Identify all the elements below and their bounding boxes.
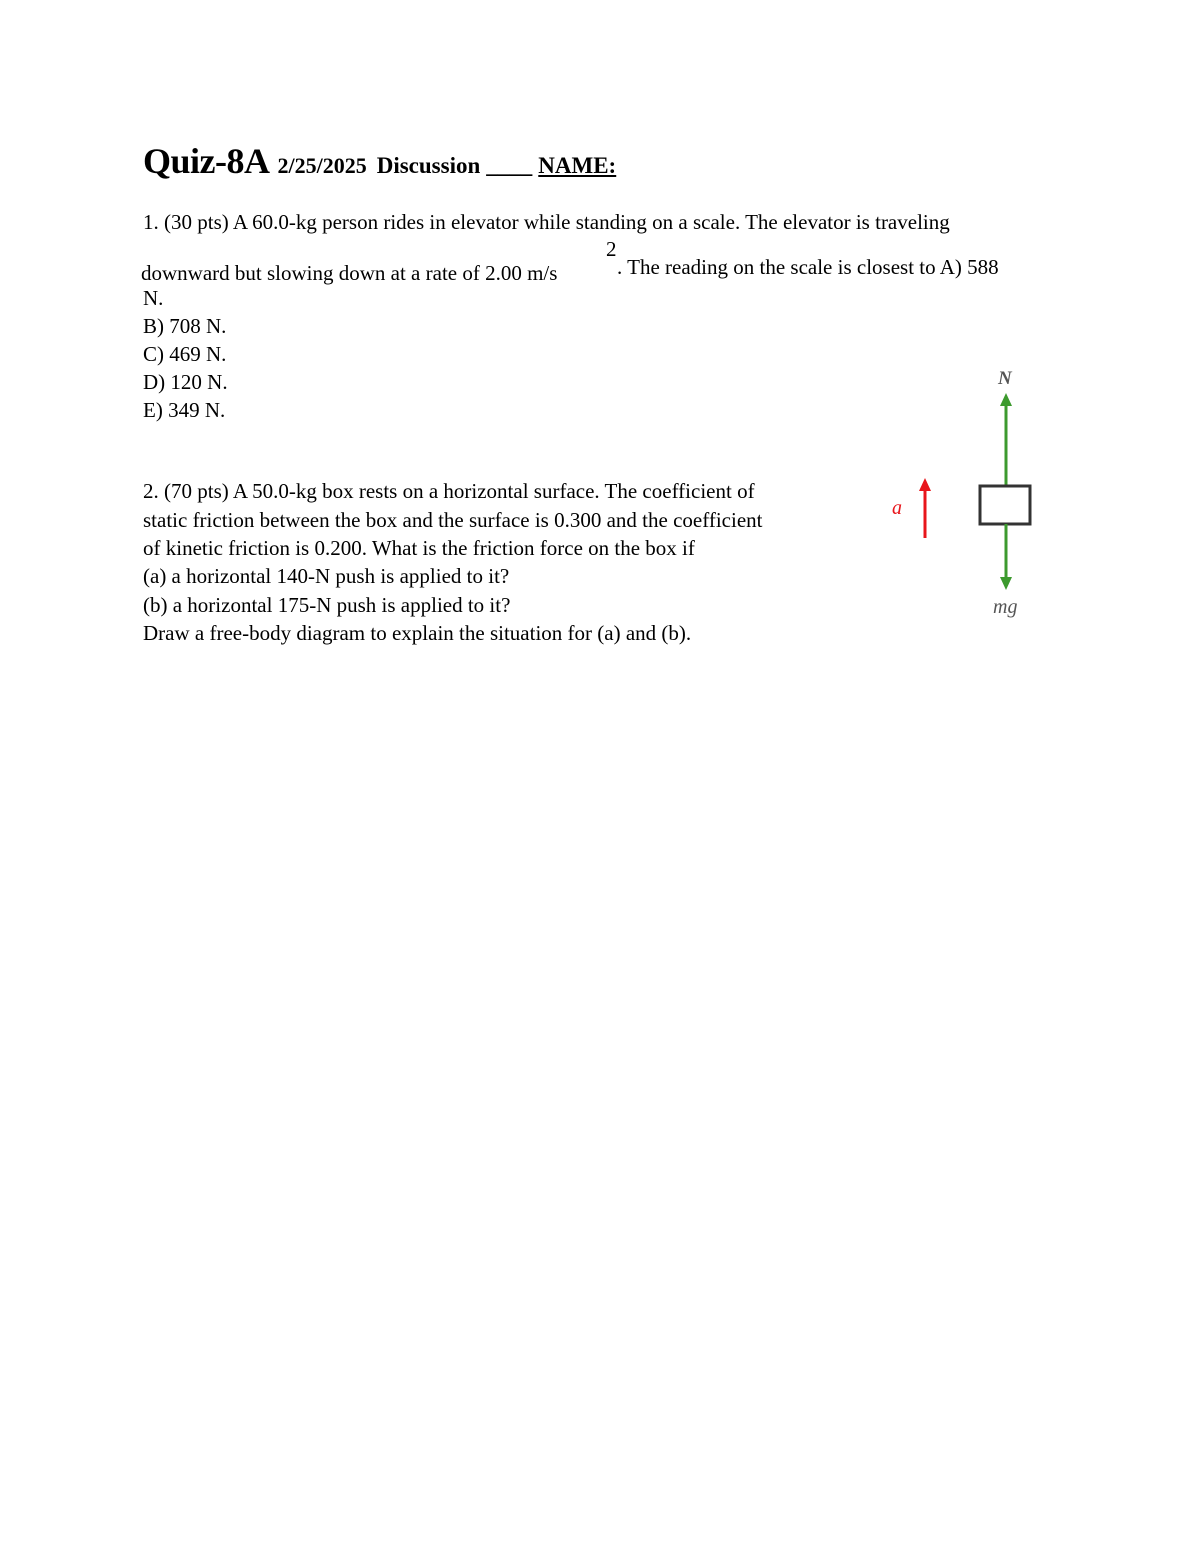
normal-force-label: N xyxy=(998,368,1012,389)
box-body xyxy=(980,486,1030,524)
discussion-blank: ____ xyxy=(486,153,533,178)
free-body-diagram xyxy=(880,360,1060,630)
q1-option-c: C) 469 N. xyxy=(143,342,227,366)
normal-force-arrowhead xyxy=(1000,393,1012,406)
q1-line-3: N. xyxy=(143,286,164,310)
quiz-header xyxy=(143,140,616,182)
weight-label: mg xyxy=(993,596,1018,618)
q1-option-b: B) 708 N. xyxy=(143,314,227,338)
q2-line-6: Draw a free-body diagram to explain the situation for (a) and (b). xyxy=(143,621,692,645)
q2-line-4: (a) a horizontal 140-N push is applied to it? xyxy=(143,564,510,588)
q1-line-1: 1. (30 pts) A 60.0-kg person rides in elevator while standing on a scale. The elevator is traveling xyxy=(143,210,950,234)
q1-option-d: D) 120 N. xyxy=(143,370,228,394)
acceleration-label: a xyxy=(892,497,902,519)
q2-line-1: 2. (70 pts) A 50.0-kg box rests on a horizontal surface. The coefficient of xyxy=(143,479,755,503)
discussion-label: Discussion xyxy=(376,153,481,178)
quiz-date: 2/25/2025 xyxy=(277,153,367,178)
q2-line-3: of kinetic friction is 0.200. What is the friction force on the box if xyxy=(143,536,695,560)
q1-exponent: 2 xyxy=(606,237,617,261)
quiz-title: Quiz-8A xyxy=(143,141,270,181)
q1-option-e: E) 349 N. xyxy=(143,398,226,422)
name-label: NAME: xyxy=(538,153,617,178)
q2-line-5: (b) a horizontal 175-N push is applied to it? xyxy=(143,593,511,617)
weight-arrowhead xyxy=(1000,577,1012,590)
q2-line-2: static friction between the box and the surface is 0.300 and the coefficient xyxy=(143,508,763,532)
q1-line-2a: downward but slowing down at a rate of 2.00 m/s xyxy=(141,261,558,285)
acceleration-arrowhead xyxy=(919,478,931,491)
q1-line-2b: . The reading on the scale is closest to A) 588 xyxy=(617,255,999,279)
